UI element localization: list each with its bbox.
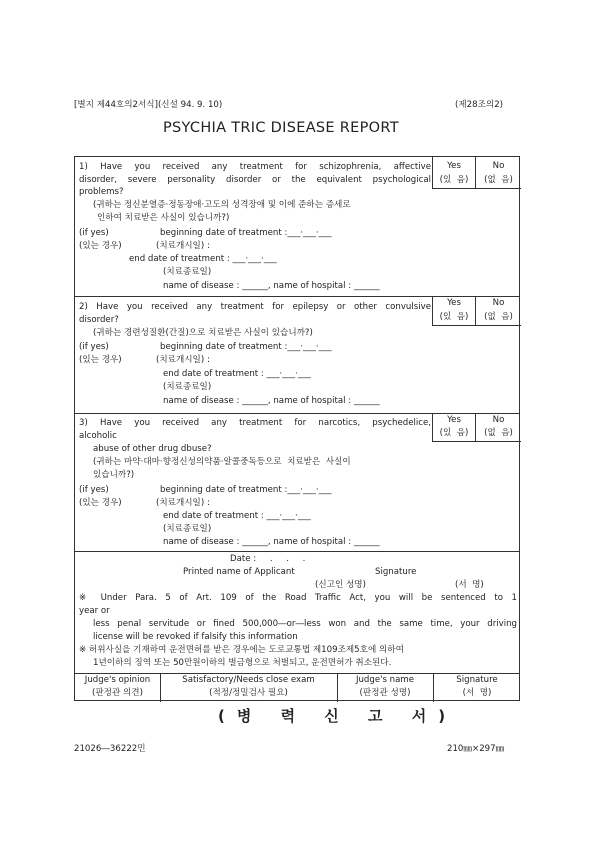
question-2-text-line2: disorder?	[79, 315, 119, 325]
question-2-yes-box[interactable]	[432, 296, 475, 326]
question-2-end-date: end date of treatment : ___·___·___	[163, 369, 311, 379]
question-1-yes-label: Yes	[447, 161, 461, 171]
question-3-no-box[interactable]	[475, 413, 521, 442]
satisfactory-cell[interactable]	[160, 673, 337, 702]
korean-title: (병 력 신 고 서)	[218, 707, 458, 725]
report-form	[74, 156, 520, 701]
question-1-text-line1: 1) Have you received any treatment for schizophrenia, affective	[79, 162, 431, 172]
question-3-text-line2: alcoholic	[79, 431, 117, 441]
declaration-section	[75, 551, 521, 673]
question-3-begin-date: beginning date of treatment :___·___·___	[160, 485, 332, 495]
paper-size: 210㎜×297㎜	[447, 744, 505, 754]
question-1-no-box[interactable]	[475, 157, 521, 189]
question-2-yes-korean: (있 음)	[439, 312, 469, 322]
question-1-text-line3: problems?	[79, 187, 124, 197]
judge-signature-cell[interactable]	[433, 673, 521, 702]
question-1-if-yes-korean: (있는 경우)	[79, 241, 122, 251]
question-3-text-line3: abuse of other drug dbuse?	[93, 444, 212, 454]
question-3-yes-korean: (있 음)	[439, 428, 469, 438]
question-2-text-line1: 2) Have you received any treatment for epilepsy or other convulsive	[79, 302, 431, 312]
date-field[interactable]: Date : . . .	[230, 554, 306, 564]
question-3-yes-label: Yes	[447, 415, 461, 425]
form-code: 21026―36222민	[74, 744, 146, 754]
question-2-yes-label: Yes	[447, 298, 461, 308]
question-3-if-yes: (if yes)	[79, 485, 109, 495]
signature-korean: (서 명)	[455, 580, 484, 590]
question-3-if-yes-korean: (있는 경우)	[79, 498, 122, 508]
warning-english-line2: year or	[79, 606, 110, 616]
question-3-text-line1: 3) Have you received any treatment for narcotics, psychedelice,	[79, 418, 431, 428]
question-3-disease-hospital: name of disease : ______, name of hospital : ______	[163, 537, 380, 547]
judge-opinion-label: Judge's opinion	[84, 675, 151, 685]
page-title: PSYCHIA TRIC DISEASE REPORT	[163, 120, 399, 136]
question-1-yes-korean: (있 음)	[439, 175, 469, 185]
question-1-no-label: No	[492, 161, 505, 171]
question-1-end-date-korean: (치료종료일)	[163, 267, 212, 277]
question-2-no-label: No	[492, 298, 505, 308]
judge-name-korean: (판정관 성명)	[359, 688, 411, 698]
question-1-if-yes: (if yes)	[79, 228, 109, 238]
question-1-korean-line2: 인하여 치료받은 사실이 있습니까?)	[97, 213, 230, 223]
question-2-no-box[interactable]	[475, 296, 521, 326]
question-2-korean-line1: (귀하는 경련성질환(간질)으로 치료받은 사실이 있습니까?)	[93, 328, 313, 338]
judge-opinion-korean: (판정관 의견)	[92, 688, 143, 698]
warning-korean-line2: 1년이하의 징역 또는 50만원이하의 벌금형으로 처벌되고, 운전면허가 취소된다.	[93, 658, 392, 668]
judge-signature-label: Signature	[456, 675, 498, 685]
question-2-end-date-korean: (치료종료일)	[163, 382, 212, 392]
question-2-begin-date: beginning date of treatment :___·___·___	[160, 342, 332, 352]
satisfactory-korean: (적정/정밀검사 필요)	[209, 688, 288, 698]
judge-opinion-cell[interactable]	[75, 673, 160, 702]
question-2-if-yes-korean: (있는 경우)	[79, 355, 122, 365]
printed-name-label: Printed name of Applicant	[183, 567, 295, 577]
signature-label: Signature	[375, 567, 417, 577]
question-1-disease-hospital: name of disease : ______, name of hospital : ______	[163, 281, 380, 291]
satisfactory-label: Satisfactory/Needs close exam	[182, 675, 315, 685]
warning-english-line3: less penal servitude or fined 500,000―or―less won and the same time, your driving	[93, 619, 517, 629]
question-3-no-korean: (없 음)	[484, 428, 513, 438]
question-3-korean-line2: 있습니까?)	[93, 470, 135, 480]
question-3-yes-box[interactable]	[432, 413, 475, 442]
question-1-korean-line1: (귀하는 정신분열증·정동장애·고도의 성격장애 및 이에 준하는 증세로	[93, 200, 351, 210]
question-1-end-date: end date of treatment : ___·___·___	[129, 254, 277, 264]
question-3-no-label: No	[492, 415, 505, 425]
judge-name-cell[interactable]	[337, 673, 433, 702]
warning-korean-line1: ※ 허위사실을 기재하여 운전면허를 받은 경우에는 도로교통법 제109조제5호에 의하여	[79, 645, 404, 655]
applicant-name-korean: (신고인 성명)	[315, 580, 366, 590]
question-2-no-korean: (없 음)	[484, 312, 513, 322]
form-reference: [별지 제44호의2서식](신설 94. 9. 10)	[74, 100, 223, 110]
question-1-no-korean: (없 음)	[484, 175, 513, 185]
question-3-korean-line1: (귀하는 마약·대마·향정신성의약품·알콜중독등으로 치료받은 사실이	[93, 457, 351, 467]
warning-english-line1: ※ Under Para. 5 of Art. 109 of the Road Traffic Act, you will be sentenced to 1	[79, 593, 517, 603]
question-2-begin-date-korean: (치료개시일) :	[156, 355, 210, 365]
question-2-disease-hospital: name of disease : ______, name of hospital : ______	[163, 396, 380, 406]
question-2-if-yes: (if yes)	[79, 342, 109, 352]
question-1-begin-date-korean: (치료개시일) :	[156, 241, 210, 251]
warning-english-line4: license will be revoked if falsify this information	[93, 632, 298, 642]
question-3-end-date-korean: (치료종료일)	[163, 524, 212, 534]
question-1-text-line2: disorder, severe personality disorder or the equivalent psychological	[79, 175, 431, 185]
judge-signature-korean: (서 명)	[462, 688, 492, 698]
article-reference: (제28조의2)	[455, 100, 504, 110]
question-1-yes-box[interactable]	[432, 157, 475, 189]
question-1-begin-date: beginning date of treatment :___·___·___	[160, 228, 332, 238]
question-3-end-date: end date of treatment : ___·___·___	[163, 511, 311, 521]
judge-name-label: Judge's name	[355, 675, 415, 685]
question-3-begin-date-korean: (치료개시일) :	[156, 498, 210, 508]
